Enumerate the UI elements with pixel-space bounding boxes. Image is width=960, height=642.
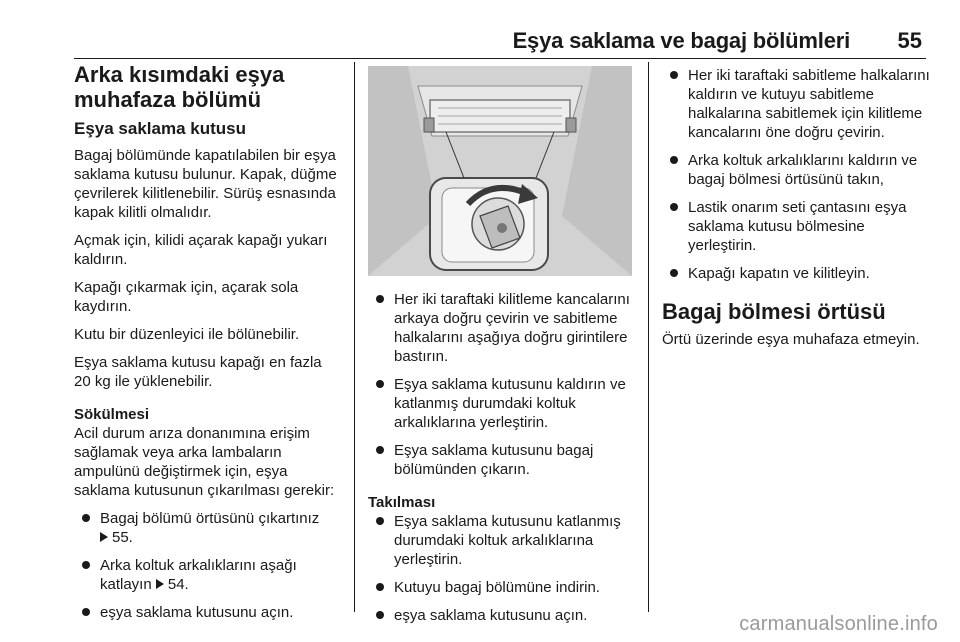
removal-steps-continued-list <box>368 290 636 479</box>
paragraph: Bagaj bölümünde kapatılabilen bir eşya saklama kutusu bulunur. Kapak, düğme çevrilerek kilitlenebilir. Sürüş esnasında kapak kilitli olmalıdır. <box>74 147 337 221</box>
watermark: carmanualsonline.info <box>739 613 938 635</box>
removal-steps-list <box>74 509 342 622</box>
section-heading-storage: Arka kısımdaki eşya muhafaza bölümü <box>74 62 285 112</box>
list-item <box>74 556 342 594</box>
header-divider <box>74 58 926 59</box>
subheading-installation: Takılması <box>368 494 436 511</box>
list-item: Kutuyu bagaj bölümüne indirin. <box>368 578 636 597</box>
list-item: Eşya saklama kutusunu bagaj bölümünden çıkarın. <box>368 441 636 479</box>
list-item-text: Bagaj bölümü örtüsünü çıkartınız <box>100 510 320 527</box>
list-item: eşya saklama kutusunu açın. <box>368 606 636 625</box>
section-heading-load-cover: Bagaj bölmesi örtüsü <box>662 299 886 324</box>
page-header-title: Eşya saklama ve bagaj bölümleri <box>512 28 850 53</box>
right-column <box>662 66 930 358</box>
list-item: Eşya saklama kutusunu katlanmış durumdaki koltuk arkalıklarına yerleştirin. <box>368 512 636 569</box>
page-reference-link[interactable]: 54. <box>167 576 189 593</box>
page-number: 55 <box>897 28 922 53</box>
list-item: Her iki taraftaki kilitleme kancalarını arkaya doğru çevirin ve sabitleme halkalarını aşağıya doğru girintilere bastırın. <box>368 290 636 366</box>
column-divider-left <box>354 62 355 612</box>
paragraph: Örtü üzerinde eşya muhafaza etmeyin. <box>662 331 920 348</box>
list-item: Kapağı kapatın ve kilitleyin. <box>662 264 930 283</box>
list-item: Lastik onarım seti çantasını eşya saklama kutusu bölmesine yerleştirin. <box>662 198 930 255</box>
page-reference-arrow-icon <box>156 579 164 589</box>
list-item-text: eşya saklama kutusunu açın. <box>100 604 294 621</box>
left-column <box>74 62 342 632</box>
middle-column <box>368 66 636 635</box>
paragraph: Eşya saklama kutusu kapağı en fazla 20 kg ile yüklenebilir. <box>74 354 322 390</box>
paragraph: Kutu bir düzenleyici ile bölünebilir. <box>74 326 300 343</box>
list-item: Eşya saklama kutusunu kaldırın ve katlanmış durumdaki koltuk arkalıklarına yerleştirin. <box>368 375 636 432</box>
installation-steps-list <box>368 512 636 625</box>
list-item: Her iki taraftaki sabitleme halkalarını kaldırın ve kutuyu sabitleme halkalarına sabitlemek için kilitleme kancalarını öne doğru çevirin. <box>662 66 930 142</box>
paragraph: Açmak için, kilidi açarak kapağı yukarı kaldırın. <box>74 232 328 268</box>
column-divider-right <box>648 62 649 612</box>
paragraph-removal-intro: Acil durum arıza donanımına erişim sağlamak veya arka lambaların ampulünü değiştirmek için, eşya saklama kutusunun çıkarılması gerekir: <box>74 425 335 499</box>
page-reference-arrow-icon <box>100 532 108 542</box>
installation-steps-continued-list <box>662 66 930 283</box>
list-item <box>74 509 342 547</box>
storage-box-illustration <box>368 66 632 276</box>
subheading-storage-box: Eşya saklama kutusu <box>74 119 246 138</box>
page-reference-link[interactable]: 55. <box>112 529 133 546</box>
list-item: Arka koltuk arkalıklarını kaldırın ve bagaj bölmesi örtüsünü takın, <box>662 151 930 189</box>
paragraph: Kapağı çıkarmak için, açarak sola kaydırın. <box>74 279 299 315</box>
list-item-text: Arka koltuk arkalıklarını aşağı katlayın <box>100 557 297 593</box>
subheading-removal: Sökülmesi <box>74 406 150 423</box>
list-item <box>74 603 342 622</box>
